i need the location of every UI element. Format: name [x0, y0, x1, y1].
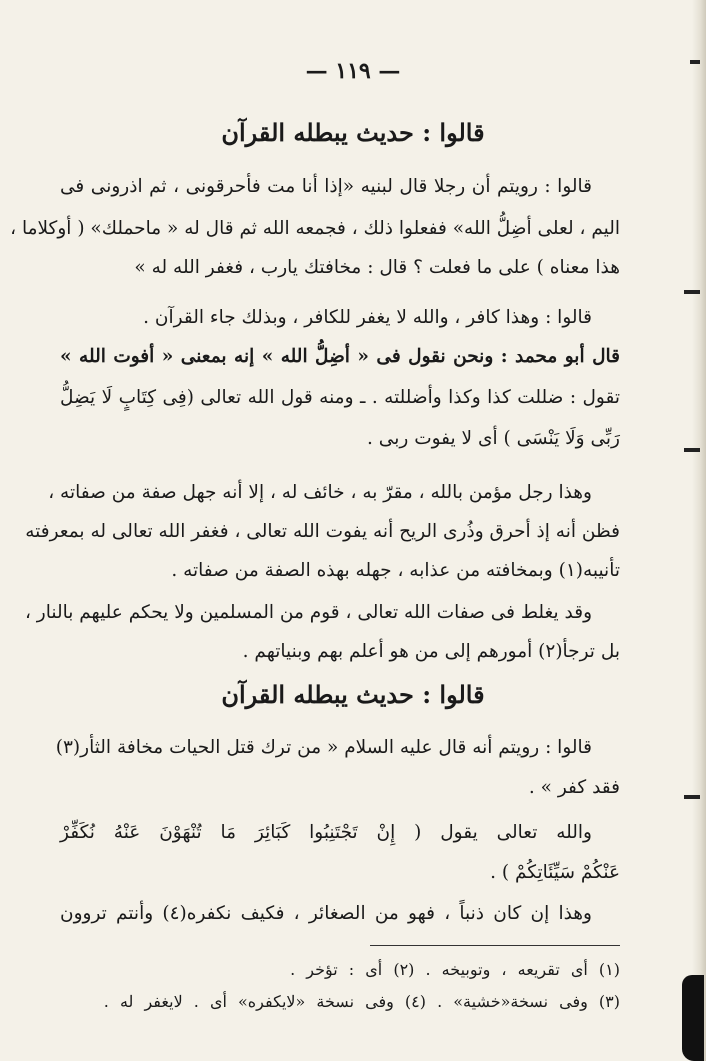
text-line: عَنْكُمْ سَيِّئَاتِكُمْ ) . — [490, 862, 620, 883]
section-heading: قالوا : حديث يبطله القرآن — [221, 680, 485, 709]
footnote-line: (١) أى تقريعه ، وتوبيخه . (٢) أى : تؤخر . — [290, 960, 620, 979]
footnote-rule — [370, 945, 620, 946]
text-line: قال أبو محمد : ونحن نقول فى « أضِلُّ الله » إنه بمعنى « أفوت الله » — [60, 346, 620, 367]
text-line: رَبِّى وَلَا يَنْسَى ) أى لا يفوت ربى . — [367, 428, 620, 449]
text-line: قالوا : رويتم أنه قال عليه السلام « من ترك قتل الحيات مخافة الثأر(٣) — [55, 737, 592, 758]
text-line: والله تعالى يقول ( إِنْ تَجْتَنِبُوا كَبَائِرَ مَا تُنْهَوْنَ عَنْهُ نُكَفِّرْ — [60, 822, 592, 843]
margin-mark — [684, 795, 700, 799]
text-line: تأنيبه(١) وبمخافته من عذابه ، جهله بهذه الصفة من صفاته . — [171, 560, 620, 581]
text-line: فقد كفر » . — [528, 777, 620, 798]
text-line: قالوا : رويتم أن رجلا قال لبنيه «إذا أنا مت فأحرقونى ، ثم اذرونى فى — [60, 176, 592, 197]
text-line: بل ترجأ(٢) أمورهم إلى من هو أعلم بهم وبنياتهم . — [242, 641, 620, 662]
section-heading: قالوا : حديث يبطله القرآن — [221, 118, 485, 147]
page-number: — ١١٩ — — [305, 58, 401, 84]
text-line: وهذا رجل مؤمن بالله ، مقرّ به ، خائف له ، إلا أنه جهل صفة من صفاته ، — [48, 482, 592, 503]
text-line: وقد يغلط فى صفات الله تعالى ، قوم من المسلمين ولا يحكم عليهم بالنار ، — [24, 602, 592, 623]
margin-mark — [684, 290, 700, 294]
scan-blot — [682, 975, 704, 1061]
text-line: فظن أنه إذ أحرق وذُرى الريح أنه يفوت الله تعالى ، فغفر الله تعالى له بمعرفته — [25, 521, 620, 542]
margin-mark — [684, 448, 700, 452]
page-edge — [692, 0, 706, 1061]
text-line: تقول : ضللت كذا وكذا وأضللته . ـ ومنه قول الله تعالى (فِى كِتَابٍ لَا يَضِلُّ — [60, 387, 620, 408]
text-line: اليم ، لعلى أضِلُّ الله» ففعلوا ذلك ، فجمعه الله ثم قال له « ماحملك» ( أوكلاما ، — [10, 218, 620, 239]
text-line: قالوا : وهذا كافر ، والله لا يغفر للكافر ، وبذلك جاء القرآن . — [143, 307, 592, 328]
footnote-line: (٣) وفى نسخة«خشية» . (٤) وفى نسخة «لايكفره» أى . لايغفر له . — [103, 992, 620, 1011]
text-line: وهذا إن كان ذنباً ، فهو من الصغائر ، فكيف نكفره(٤) وأنتم تروون — [60, 903, 592, 924]
text-line: هذا معناه ) على ما فعلت ؟ قال : مخافتك يارب ، فغفر الله له » — [134, 257, 620, 278]
